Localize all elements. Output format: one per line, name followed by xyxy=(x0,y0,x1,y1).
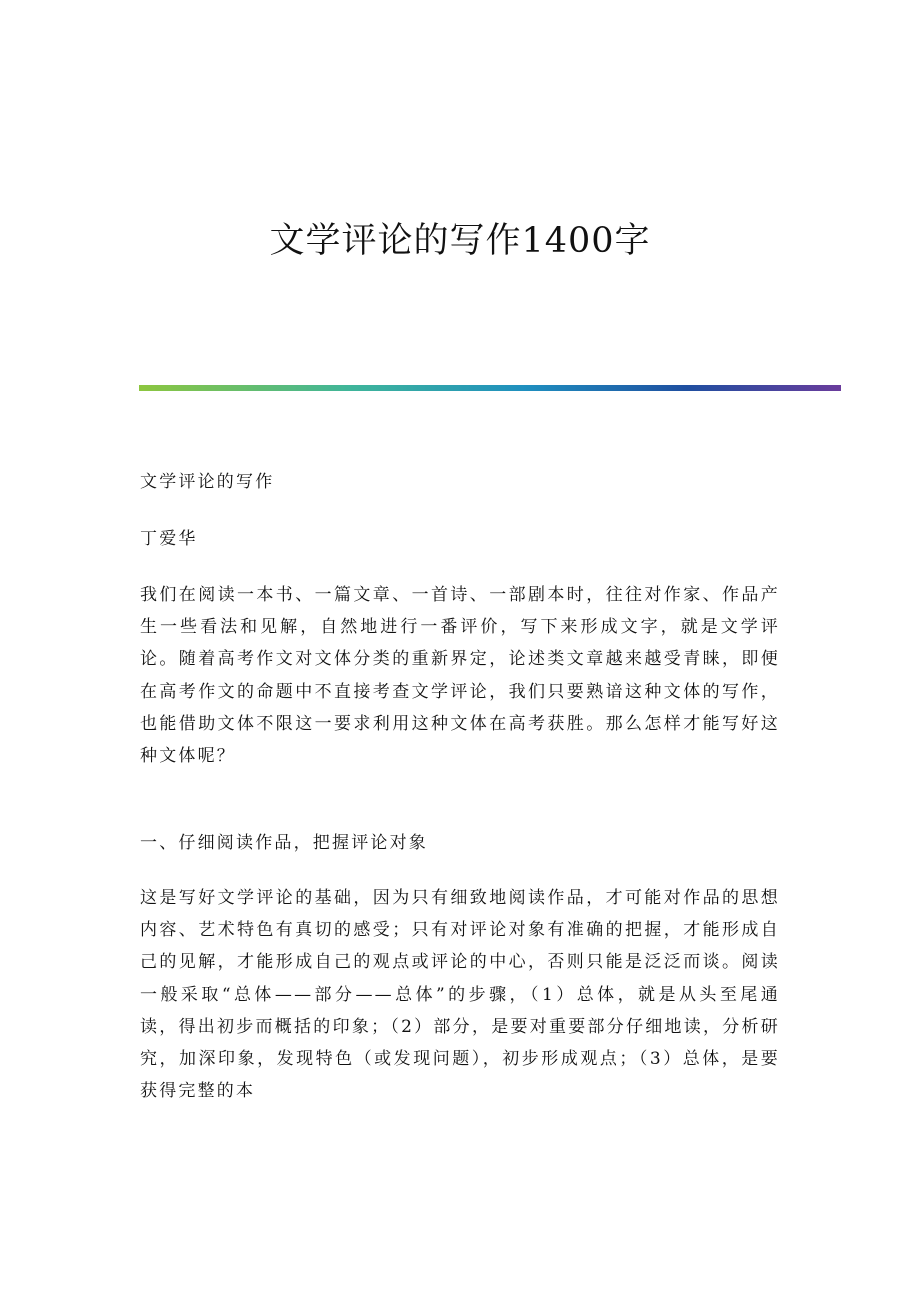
section-heading: 一、仔细阅读作品，把握评论对象 xyxy=(140,833,428,853)
paragraph-intro: 我们在阅读一本书、一篇文章、一首诗、一部剧本时，往往对作家、作品产生一些看法和见解，自然地进行一番评价，写下来形成文字，就是文学评论。随着高考作文对文体分类的重新界定，论述类文章越来越受青睐，即便在高考作文的命题中不直接考查文学评论，我们只要熟谙这种文体的写作，也能借助文体不限这一要求利用这种文体在高考获胜。那么怎样才能写好这种文体呢？ xyxy=(140,585,780,767)
article-subtitle: 文学评论的写作 xyxy=(140,472,275,492)
article-author: 丁爱华 xyxy=(140,529,198,549)
title-divider xyxy=(139,385,841,391)
paragraph-reading-method: 这是写好文学评论的基础，因为只有细致地阅读作品，才可能对作品的思想内容、艺术特色有真切的感受；只有对评论对象有准确的把握，才能形成自己的见解，才能形成自己的观点或评论的中心，否则只能是泛泛而谈。阅读一般采取“总体——部分——总体”的步骤，（1）总体，就是从头至尾通读，得出初步而概括的印象；（2）部分，是要对重要部分仔细地读，分析研究，加深印象，发现特色（或发现问题），初步形成观点；（3）总体，是要获得完整的本 xyxy=(140,888,780,1102)
document-title: 文学评论的写作1400字 xyxy=(269,221,651,261)
